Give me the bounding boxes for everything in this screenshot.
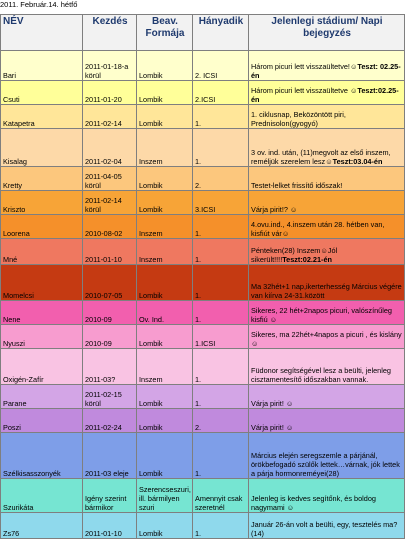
status-text: 1. ciklusnap, Beközöntött piri, Prednisolon(gyogyó) (251, 110, 346, 128)
status-table (0, 14, 405, 539)
header-name: NÉV (1, 15, 83, 51)
cell-form: Lombik (137, 433, 193, 479)
cell-start: 2011-01-20 (83, 81, 137, 105)
table-row (1, 81, 405, 105)
cell-name: Nene (1, 301, 83, 325)
cell-number: 2. (193, 167, 249, 191)
cell-number: 2.ICSI (193, 81, 249, 105)
status-text: Ma 32hét+1 nap,ikerterhesség Március végére van kiírva 24-31.között (251, 282, 402, 300)
test-date: Teszt:02.25-én (251, 86, 399, 104)
status-text: Sikeres, 22 hét+2napos picuri, valószínűleg kisfiú ☺ (251, 306, 392, 324)
cell-status (249, 215, 405, 239)
cell-start: Igény szerint bármikor (83, 479, 137, 513)
cell-status (249, 385, 405, 409)
cell-start: 2011-02-14 (83, 105, 137, 129)
table-row (1, 191, 405, 215)
cell-status (249, 239, 405, 265)
header-start: Kezdés (83, 15, 137, 51)
cell-start: 2011-04-05 körül (83, 167, 137, 191)
cell-name: Csuti (1, 81, 83, 105)
cell-form: Lombik (137, 81, 193, 105)
table-row (1, 51, 405, 81)
status-text: Füdonor segítségével lesz a beülti, jelenleg cisztamentesítő időszakban vannak. (251, 366, 391, 384)
test-date: Teszt:03.04-én (332, 157, 383, 166)
cell-name: Kisalag (1, 129, 83, 167)
table-row (1, 239, 405, 265)
page-date: 2011. Február.14. hétfő (0, 0, 78, 9)
cell-start: 2011-01-10 (83, 239, 137, 265)
header-status: Jelenlegi stádium/ Napi bejegyzés (249, 15, 405, 51)
cell-name: Loorena (1, 215, 83, 239)
cell-form: Lombik (137, 191, 193, 215)
cell-start: 2011-02-15 körül (83, 385, 137, 409)
cell-number: Amennyit csak szeretnél (193, 479, 249, 513)
status-text: 3 ov. ind. után, (11)megvolt az első inszem, reméljük szerelem lesz☺ (251, 148, 391, 166)
cell-start: 2011-02-14 körül (83, 191, 137, 215)
cell-status (249, 349, 405, 385)
cell-start: 2011-02-04 (83, 129, 137, 167)
table-row (1, 105, 405, 129)
cell-form: Inszem (137, 129, 193, 167)
cell-form: Lombik (137, 325, 193, 349)
cell-status (249, 265, 405, 301)
cell-number: 1. (193, 301, 249, 325)
cell-name: Kriszto (1, 191, 83, 215)
cell-form: Lombik (137, 385, 193, 409)
cell-status (249, 81, 405, 105)
cell-form: Inszem (137, 215, 193, 239)
table-row (1, 433, 405, 479)
cell-name: Bari (1, 51, 83, 81)
table-row (1, 215, 405, 239)
cell-name: Mné (1, 239, 83, 265)
table-row (1, 301, 405, 325)
table-row (1, 513, 405, 539)
cell-form: Lombik (137, 105, 193, 129)
cell-start: 2011-03? (83, 349, 137, 385)
cell-status (249, 191, 405, 215)
cell-number: 2. (193, 409, 249, 433)
cell-number: 1. (193, 513, 249, 539)
table-row (1, 325, 405, 349)
cell-status (249, 301, 405, 325)
cell-status (249, 433, 405, 479)
cell-form: Inszem (137, 239, 193, 265)
cell-status (249, 513, 405, 539)
cell-start: 2010-09 (83, 325, 137, 349)
cell-status (249, 129, 405, 167)
table-row (1, 265, 405, 301)
cell-number: 1. (193, 105, 249, 129)
status-text: 4.ovu.ind., 4.inszem után 28. hétben van, kisfiút vár☺ (251, 220, 385, 238)
cell-name: Szélkisasszonyék (1, 433, 83, 479)
cell-start: 2010-09 (83, 301, 137, 325)
cell-start: 2011-02-24 (83, 409, 137, 433)
table-row (1, 167, 405, 191)
cell-form: Lombik (137, 265, 193, 301)
cell-status (249, 167, 405, 191)
cell-number: 1. (193, 129, 249, 167)
cell-form: Lombik (137, 51, 193, 81)
table-header-row (1, 15, 405, 51)
cell-number: 1. (193, 215, 249, 239)
cell-number: 1. (193, 239, 249, 265)
cell-form: Ov. Ind. (137, 301, 193, 325)
status-text: Várja pirit! ☺ (251, 423, 294, 432)
cell-number: 1. (193, 433, 249, 479)
status-text: Három picuri lett visszaültetve ☺ (251, 86, 358, 95)
cell-name: Poszi (1, 409, 83, 433)
cell-start: 2011-01-18-a körül (83, 51, 137, 81)
status-text: Pénteken(28) Inszem☺Jól sikerült!!!! (251, 246, 338, 264)
cell-number: 1. (193, 385, 249, 409)
table-row (1, 129, 405, 167)
cell-number: 2. ICSI (193, 51, 249, 81)
status-text: Testet-lelket frissítő időszak! (251, 181, 343, 190)
cell-status (249, 325, 405, 349)
cell-form: Szerencseszuri, ill. bármilyen szuri (137, 479, 193, 513)
status-text: Három picuri lett visszaültetve!☺ (251, 62, 358, 71)
table-row (1, 479, 405, 513)
cell-form: Lombik (137, 513, 193, 539)
status-text: Várja pirit!? ☺ (251, 205, 298, 214)
cell-start: 2010-08-02 (83, 215, 137, 239)
cell-name: Nyuszi (1, 325, 83, 349)
cell-number: 1. (193, 265, 249, 301)
cell-name: Oxigén-Zafír (1, 349, 83, 385)
cell-name: Zs76 (1, 513, 83, 539)
table-body (1, 51, 405, 539)
cell-name: Szurikáta (1, 479, 83, 513)
table-row (1, 385, 405, 409)
cell-number: 1.ICSI (193, 325, 249, 349)
cell-number: 3.ICSI (193, 191, 249, 215)
cell-status (249, 105, 405, 129)
cell-start: 2011-03 eleje (83, 433, 137, 479)
cell-name: Kretty (1, 167, 83, 191)
cell-status (249, 409, 405, 433)
header-form: Beav. Formája (137, 15, 193, 51)
test-date: Teszt:02.21-én (282, 255, 332, 264)
cell-start: 2011-01-10 (83, 513, 137, 539)
cell-start: 2010-07-05 (83, 265, 137, 301)
cell-status (249, 51, 405, 81)
status-text: Március elején seregszemle a párjánál, örökbefogadó szülők lettek…várnak, jók lettek a párja hormonreméyei(28) (251, 451, 400, 478)
cell-name: Katapetra (1, 105, 83, 129)
status-text: Jelenleg is kedves segítőnk, és boldog nagymami ☺ (251, 494, 376, 512)
test-date: Teszt: 02.25-én (251, 62, 401, 80)
cell-number: 1. (193, 349, 249, 385)
table-row (1, 349, 405, 385)
cell-form: Lombik (137, 167, 193, 191)
status-text: Várja pirit! ☺ (251, 399, 294, 408)
cell-form: Inszem (137, 349, 193, 385)
cell-name: Momelcsi (1, 265, 83, 301)
cell-name: Parane (1, 385, 83, 409)
status-text: Sikeres, ma 22hét+4napos a picuri , és kislány☺ (251, 330, 402, 348)
status-text: Január 26-án volt a beülti, egy, tesztelés ma?(14) (251, 520, 398, 538)
cell-status (249, 479, 405, 513)
header-number: Hányadik (193, 15, 249, 51)
table-row (1, 409, 405, 433)
cell-form: Lombik (137, 409, 193, 433)
